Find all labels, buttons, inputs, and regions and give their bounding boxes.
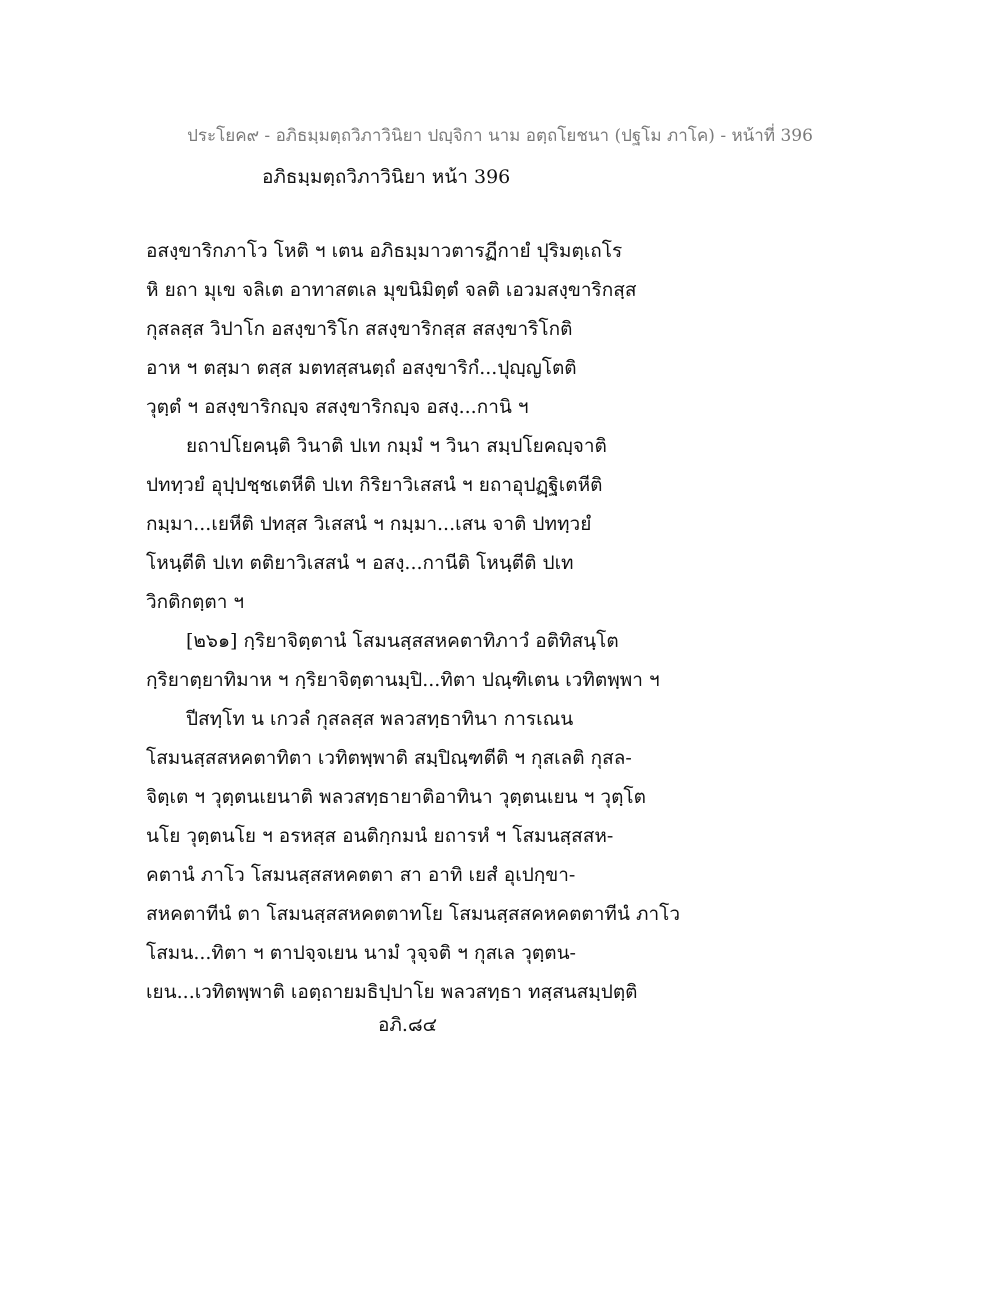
text-line: ยถาปโยคนฺติ วินาติ ปเท กมฺมํ ฯ วินา สมฺปโยคญฺจาติ [186,435,607,457]
page-footer-marker: อภิ.๘๔ [378,1014,438,1036]
text-line: อาห ฯ ตสฺมา ตสฺส มตทสฺสนตฺถํ อสงฺขาริกํ...ปุญฺญโตติ [146,357,577,379]
text-line: โสมน...ทิตา ฯ ตาปจฺจเยน นามํ วุจฺจติ ฯ กุสเล วุตฺตน- [146,942,576,964]
text-line: กมฺมา...เยหีติ ปทสฺส วิเสสนํ ฯ กมฺมา...เสน จาติ ปททฺวยํ [146,513,592,535]
text-line: สหคตาทีนํ ตา โสมนสฺสสหคตตาทโย โสมนสฺสสคหคตตาทีนํ ภาโว [146,903,681,925]
text-line: กฺริยาตฺยาทิมาห ฯ กฺริยาจิตฺตานมฺปิ...ทิตา ปณฺฑิเตน เวทิตพฺพา ฯ [146,669,660,691]
text-line: หิ ยถา มุเข จลิเต อาทาสตเล มุขนิมิตฺตํ จลติ เอวมสงฺขาริกสฺส [146,279,637,301]
body-text [146,232,886,1012]
text-line: ปีสทฺโท น เกวลํ กุสลสฺส พลวสทฺธาทินา การเณน [186,708,574,730]
text-line: โสมนสฺสสหคตาทิตา เวทิตพฺพาติ สมฺปิณฺฑตีติ ฯ กุสเลติ กุสล- [146,747,632,769]
text-line: วิกติกตฺตา ฯ [146,591,245,613]
page-title: อภิธมฺมตฺถวิภาวินิยา หน้า 396 [262,166,511,188]
text-line: กุสลสฺส วิปาโก อสงฺขาริโก สสงฺขาริกสฺส สสงฺขาริโกติ [146,318,573,340]
text-line: คตานํ ภาโว โสมนสฺสสหคตตา สา อาทิ เยสํ อุเปกฺขา- [146,864,576,886]
text-line: เยน...เวทิตพฺพาติ เอตฺถายมธิปฺปาโย พลวสทฺธา ทสฺสนสมฺปตฺติ [146,981,638,1003]
text-line: อสงฺขาริกภาโว โหติ ฯ เตน อภิธมฺมาวตารฏีกายํ ปุริมตฺเถโร [146,240,623,262]
text-line: [๒๖๑] กฺริยาจิตฺตานํ โสมนสฺสสหคตาทิภาวํ อติทิสนฺโต [186,630,619,652]
text-line: จิตฺเต ฯ วุตฺตนเยนาติ พลวสทฺธายาติอาทินา วุตฺตนเยน ฯ วุตฺโต [146,786,646,808]
running-header: ประโยค๙ - อภิธมฺมตฺถวิภาวินิยา ปญฺจิกา นาม อตฺถโยชนา (ปฐโม ภาโค) - หน้าที่ 396 [187,126,813,146]
text-line: โหนฺตีติ ปเท ตติยาวิเสสนํ ฯ อสงฺ...กานีติ โหนฺตีติ ปเท [146,552,574,574]
text-line: ปททฺวยํ อุปฺปชฺชเตหีติ ปเท กิริยาวิเสสนํ ฯ ยถาอุปฏฺฐิเตหีติ [146,474,603,496]
text-line: วุตฺตํ ฯ อสงฺขาริกญฺจ สสงฺขาริกญฺจ อสงฺ...กานิ ฯ [146,396,529,418]
text-line: นโย วุตฺตนโย ฯ อรหสฺส อนติกฺกมนํ ยถารหํ ฯ โสมนสฺสสห- [146,825,614,847]
